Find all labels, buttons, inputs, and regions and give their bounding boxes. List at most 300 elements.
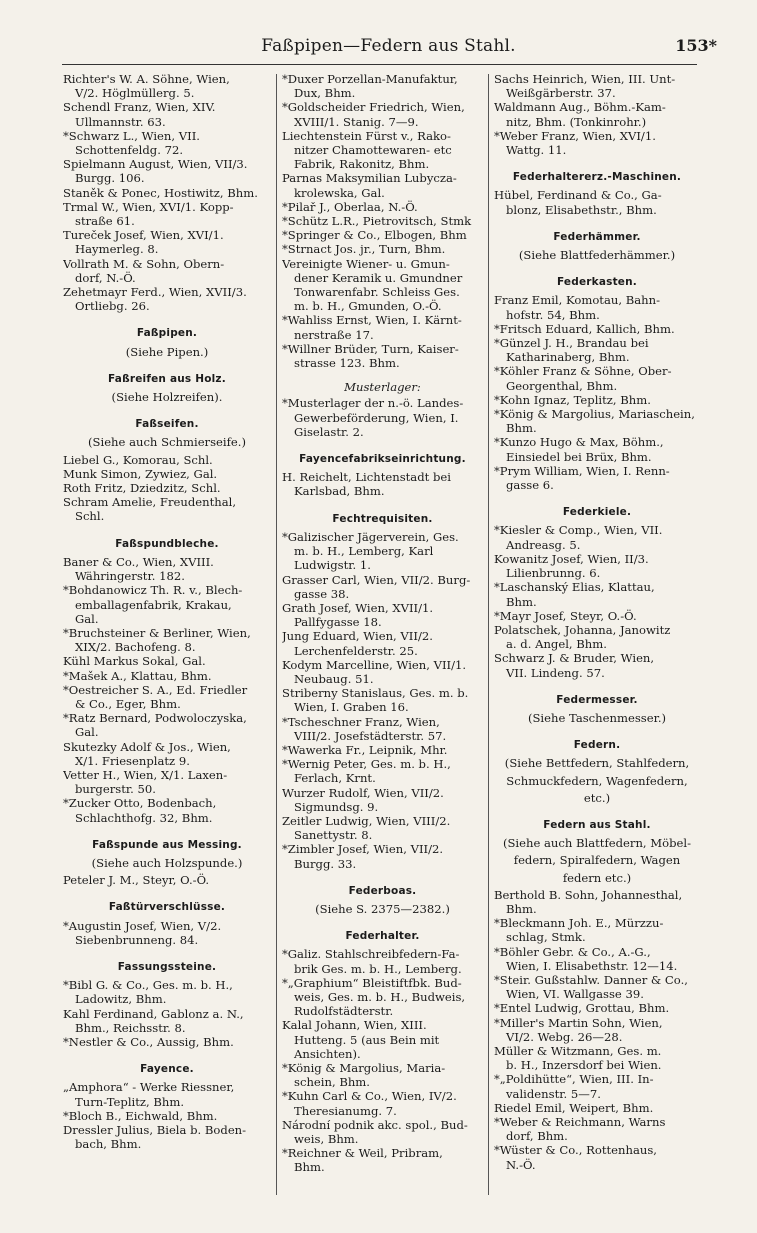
entry-line: bach, Bhm. (75, 1137, 142, 1152)
entry-line: Hübel, Ferdinand & Co., Ga- (494, 188, 662, 203)
directory-entry (63, 669, 271, 683)
column-divider (488, 74, 489, 1195)
directory-entry (282, 658, 483, 686)
entry-line: dener Keramik u. Gmundner (294, 270, 463, 285)
entry-line: Gal. (75, 611, 99, 626)
entry-line: Národní podnik akc. spol., Bud- (282, 1117, 468, 1132)
section-heading: Federhaltererz.-Maschinen. (512, 171, 682, 184)
entry-line: *Tscheschner Franz, Wien, (282, 714, 440, 729)
entry-line: N.-Ö. (506, 1157, 536, 1172)
entry-line: *Böhler Gebr. & Co., A.-G., (494, 944, 651, 959)
entry-line: *Reichner & Weil, Pribram, (282, 1146, 443, 1161)
entry-line: *Köhler Franz & Söhne, Ober- (494, 364, 672, 379)
entry-line: strasse 123. Bhm. (294, 356, 400, 371)
directory-entry (282, 171, 483, 199)
entry-line: Lerchenfelderstr. 25. (294, 643, 418, 658)
page-title: Faßpipen—Federn aus Stahl. (261, 36, 516, 56)
entry-line: Schottenfeldg. 72. (75, 143, 184, 158)
directory-entry (494, 129, 700, 157)
directory-entry (63, 100, 271, 128)
entry-line: Schram Amelie, Freudenthal, (63, 495, 237, 510)
cross-reference: (Siehe auch Blattfedern, Möbel- (502, 836, 692, 851)
entry-line: dorf, Bhm. (506, 1129, 568, 1144)
entry-line: *Bruchsteiner & Berliner, Wien, (63, 625, 251, 640)
directory-entry (494, 1001, 700, 1015)
entry-line: weis, Ges. m. b. H., Budweis, (294, 989, 466, 1004)
entry-line: Schl. (75, 509, 105, 524)
directory-entry (282, 470, 483, 498)
directory-entry (63, 919, 271, 947)
directory-entry (494, 393, 700, 407)
directory-entry (282, 1118, 483, 1146)
entry-line: Bhm. (506, 421, 537, 436)
directory-entry (282, 814, 483, 842)
directory-entry (282, 757, 483, 785)
directory-entry (282, 743, 483, 757)
entry-line: Gewerbeförderung, Wien, I. (294, 410, 459, 425)
entry-line: *Oestreicher S. A., Ed. Friedler (63, 682, 248, 697)
subsection-heading: Musterlager: (344, 380, 421, 395)
entry-line: Dux, Bhm. (294, 86, 356, 101)
directory-entry (494, 552, 700, 580)
entry-line: XVIII/1. Stanig. 7—9. (294, 114, 419, 129)
entry-line: Gal. (75, 725, 99, 740)
directory-entry (63, 1007, 271, 1035)
entry-line: Weißgärberstr. 37. (506, 86, 616, 101)
directory-entry (494, 100, 700, 128)
entry-line: *Wawerka Fr., Leipnik, Mhr. (282, 742, 448, 757)
entry-line: Sachs Heinrich, Wien, III. Unt- (494, 72, 676, 86)
directory-entry (494, 888, 700, 916)
cross-reference: (Siehe S. 2375—2382.) (315, 901, 450, 916)
directory-entry (494, 1072, 700, 1100)
entry-line: Tonwarenfabr. Schleiss Ges. (294, 285, 460, 300)
entry-line: Turn-Teplitz, Bhm. (75, 1094, 185, 1109)
directory-entry (282, 715, 483, 743)
entry-line: emballagenfabrik, Krakau, (75, 597, 232, 612)
entry-line: Karlsbad, Bhm. (294, 484, 385, 499)
entry-line: Burgg. 33. (294, 856, 357, 871)
entry-line: gasse 38. (294, 586, 350, 601)
entry-line: Kowanitz Josef, Wien, II/3. (494, 551, 649, 566)
section-heading: Faßtürverschlüsse. (108, 901, 226, 914)
directory-entry (282, 786, 483, 814)
entry-line: *Miller's Martin Sohn, Wien, (494, 1015, 663, 1030)
entry-line: Sigmundsg. 9. (294, 799, 379, 814)
directory-entry (63, 200, 271, 228)
entry-line: Siebenbrunneng. 84. (75, 932, 199, 947)
entry-line: hofstr. 54, Bhm. (506, 307, 600, 322)
entry-line: Liechtenstein Fürst v., Rako- (282, 128, 451, 143)
directory-entry (63, 978, 271, 1006)
entry-line: gasse 6. (506, 478, 554, 493)
directory-entry (494, 322, 700, 336)
entry-line: Trmal W., Wien, XVI/1. Kopp- (63, 199, 234, 214)
entry-line: nitzer Chamottewaren- etc (294, 143, 452, 158)
section-heading: Fayencefabrikseinrichtung. (299, 453, 466, 466)
entry-line: *Schütz L.R., Pietrovitsch, Stmk (282, 214, 472, 229)
cross-reference: (Siehe Bettfedern, Stahlfedern, (504, 756, 690, 771)
entry-line: Wien, I. Elisabethstr. 12—14. (506, 958, 678, 973)
entry-line: VII. Lindeng. 57. (506, 665, 605, 680)
directory-entry (282, 947, 483, 975)
directory-entry (494, 1143, 700, 1171)
entry-line: Peteler J. M., Steyr, O.-Ö. (63, 873, 210, 888)
directory-entry (494, 1115, 700, 1143)
entry-line: Sanettystr. 8. (294, 828, 373, 843)
directory-entry (63, 228, 271, 256)
entry-line: H. Reichelt, Lichtenstadt bei (282, 470, 451, 485)
directory-entry (63, 768, 271, 796)
directory-entry (494, 609, 700, 623)
directory-entry (494, 1101, 700, 1115)
page-number: 153* (675, 36, 717, 55)
entry-line: *Kiesler & Comp., Wien, VII. (494, 523, 663, 538)
cross-reference: Schmuckfedern, Wagenfedern, (506, 773, 688, 788)
cross-reference: (Siehe Blattfederhämmer.) (518, 248, 676, 263)
entry-line: Hutteng. 5 (aus Bein mit (294, 1032, 440, 1047)
entry-line: *Fritsch Eduard, Kallich, Bhm. (494, 321, 675, 336)
entry-line: Schwarz J. & Bruder, Wien, (494, 651, 655, 666)
entry-line: Lilienbrunng. 6. (506, 566, 601, 581)
directory-entry (63, 654, 271, 668)
section-heading: Federhämmer. (553, 230, 641, 243)
entry-line: V/2. Höglmüllerg. 5. (75, 86, 195, 101)
entry-line: *Duxer Porzellan-Manufaktur, (282, 72, 458, 86)
entry-line: *Galizischer Jägerverein, Ges. (282, 529, 459, 544)
cross-reference: (Siehe Taschenmesser.) (527, 710, 667, 725)
entry-line: *Galiz. Stahlschreibfedern-Fa- (282, 947, 460, 962)
directory-entry (282, 72, 483, 100)
entry-line: Einsiedel bei Brüx, Bhm. (506, 449, 652, 464)
entry-line: *Nestler & Co., Aussig, Bhm. (63, 1034, 234, 1049)
entry-line: Wurzer Rudolf, Wien, VII/2. (282, 785, 444, 800)
entry-line: *Augustin Josef, Wien, V/2. (63, 918, 222, 933)
directory-entry (282, 100, 483, 128)
directory-entry (63, 1109, 271, 1123)
entry-line: *Weber & Reichmann, Warns (494, 1115, 666, 1129)
directory-entry (63, 129, 271, 157)
entry-line: m. b. H., Lemberg, Karl (294, 544, 434, 559)
entry-line: Polatschek, Johanna, Janowitz (494, 622, 671, 637)
entry-line: Bhm. (294, 1160, 325, 1175)
entry-line: Dressler Julius, Biela b. Boden- (63, 1123, 247, 1137)
section-heading: Faßreifen aus Holz. (108, 372, 226, 385)
directory-entry (282, 629, 483, 657)
section-heading: Faßspunde aus Messing. (92, 838, 242, 851)
directory-entry (282, 1018, 483, 1061)
directory-entry (494, 293, 700, 321)
entry-line: Grath Josef, Wien, XVII/1. (282, 600, 434, 615)
entry-line: *König & Margolius, Mariaschein, (494, 407, 695, 422)
directory-entry (63, 740, 271, 768)
entry-line: Roth Fritz, Dziedzitz, Schl. (63, 481, 221, 496)
entry-line: *Weber Franz, Wien, XVI/1. (494, 128, 656, 143)
header-rule (62, 64, 697, 65)
entry-line: schein, Bhm. (294, 1075, 370, 1090)
section-heading: Federn aus Stahl. (543, 818, 651, 831)
entry-line: Ferlach, Krnt. (294, 771, 376, 786)
cross-reference: (Siehe Pipen.) (125, 344, 209, 359)
directory-entry (63, 285, 271, 313)
entry-line: Striberny Stanislaus, Ges. m. b. (282, 686, 469, 701)
directory-entry (282, 601, 483, 629)
directory-entry (63, 72, 271, 100)
entry-line: nitz, Bhm. (Tonkinrohr.) (506, 114, 647, 129)
directory-entry (494, 72, 700, 100)
directory-entry (63, 796, 271, 824)
directory-entry (63, 711, 271, 739)
entry-line: Ansichten). (294, 1046, 361, 1061)
entry-line: Tureček Josef, Wien, XVI/1. (63, 228, 224, 243)
entry-line: Franz Emil, Komotau, Bahn- (494, 293, 660, 308)
directory-entry (63, 257, 271, 285)
entry-line: Bhm., Reichsstr. 8. (75, 1020, 186, 1035)
directory-entry (282, 530, 483, 573)
directory-entry (282, 214, 483, 228)
entry-line: Kahl Ferdinand, Gablonz a. N., (63, 1006, 244, 1021)
entry-line: Bhm. (506, 901, 537, 916)
entry-line: Ullmannstr. 63. (75, 114, 166, 129)
directory-entry (282, 1146, 483, 1174)
directory-entry (63, 626, 271, 654)
section-heading: Faßpipen. (136, 327, 198, 340)
entry-line: „Amphora“ - Werke Riessner, (63, 1080, 235, 1095)
entry-line: nerstraße 17. (294, 327, 374, 342)
entry-line: Waldmann Aug., Böhm.-Kam- (494, 100, 666, 115)
directory-entry (282, 573, 483, 601)
directory-entry (63, 453, 271, 467)
entry-line: *Wüster & Co., Rottenhaus, (494, 1143, 657, 1158)
entry-line: Rudolfstädterstr. (294, 1004, 394, 1019)
directory-entry (494, 945, 700, 973)
entry-line: Kühl Markus Sokal, Gal. (63, 654, 206, 669)
entry-line: validenstr. 5—7. (506, 1086, 601, 1101)
directory-entry (63, 1080, 271, 1108)
section-heading: Federhalter. (345, 930, 420, 943)
page-header (60, 36, 717, 60)
entry-line: *Laschanský Elias, Klattau, (494, 580, 655, 595)
entry-line: VI/2. Webg. 26—28. (506, 1029, 623, 1044)
directory-entry (282, 257, 483, 314)
entry-line: Kalal Johann, Wien, XIII. (282, 1018, 427, 1033)
section-heading: Fechtrequisiten. (332, 512, 433, 525)
directory-entry (282, 200, 483, 214)
directory-entry (63, 1123, 271, 1151)
entry-line: *Ratz Bernard, Podwoloczyska, (63, 711, 247, 726)
entry-line: b. H., Inzersdorf bei Wien. (506, 1058, 662, 1073)
entry-line: *Kuhn Carl & Co., Wien, IV/2. (282, 1089, 457, 1104)
entry-line: *Zucker Otto, Bodenbach, (63, 796, 217, 811)
directory-entry (494, 973, 700, 1001)
entry-line: Staněk & Ponec, Hostiwitz, Bhm. (63, 185, 258, 200)
directory-entry (282, 313, 483, 341)
entry-line: weis, Bhm. (294, 1132, 359, 1147)
directory-entry (282, 842, 483, 870)
entry-line: *Günzel J. H., Brandau bei (494, 336, 649, 351)
entry-line: burgerstr. 50. (75, 782, 156, 797)
directory-entry (494, 435, 700, 463)
entry-line: Pallfygasse 18. (294, 615, 382, 630)
section-heading: Fayence. (140, 1063, 194, 1076)
cross-reference: (Siehe auch Holzspunde.) (91, 855, 243, 870)
column-middle (282, 72, 483, 1203)
entry-line: Neubaug. 51. (294, 671, 374, 686)
entry-line: *Steir. Gußstahlw. Danner & Co., (494, 972, 688, 987)
section-heading: Fassungssteine. (117, 960, 217, 973)
entry-line: Skutezky Adolf & Jos., Wien, (63, 739, 231, 754)
directory-entry (494, 188, 700, 216)
entry-line: Haymerleg. 8. (75, 242, 159, 257)
directory-entry (63, 583, 271, 626)
entry-line: krolewska, Gal. (294, 185, 385, 200)
directory-entry (494, 364, 700, 392)
directory-entry (282, 129, 483, 172)
section-heading: Faßseifen. (135, 418, 199, 431)
entry-line: Schlachthofg. 32, Bhm. (75, 810, 213, 825)
cross-reference: (Siehe Holzreifen). (111, 390, 223, 405)
section-heading: Federkiele. (562, 506, 632, 519)
entry-line: a. d. Angel, Bhm. (506, 637, 607, 652)
directory-entry (282, 228, 483, 242)
entry-line: *Zimbler Josef, Wien, VII/2. (282, 842, 444, 857)
entry-line: Vereinigte Wiener- u. Gmun- (282, 256, 450, 271)
entry-line: Währingerstr. 182. (75, 569, 185, 584)
entry-line: X/1. Friesenplatz 9. (75, 753, 190, 768)
entry-line: Burgg. 106. (75, 171, 145, 186)
directory-entry (494, 623, 700, 651)
entry-line: Schendl Franz, Wien, XIV. (63, 100, 216, 115)
entry-line: blonz, Elisabethstr., Bhm. (506, 202, 657, 217)
entry-line: Richter's W. A. Söhne, Wien, (63, 72, 230, 86)
entry-line: *Schwarz L., Wien, VII. (63, 128, 200, 143)
directory-entry (494, 1016, 700, 1044)
directory-entry (494, 407, 700, 435)
entry-line: *Musterlager der n.-ö. Landes- (282, 396, 464, 411)
directory-entry (494, 580, 700, 608)
directory-entry (494, 523, 700, 551)
directory-entry (63, 873, 271, 887)
cross-reference: (Siehe auch Schmierseife.) (88, 435, 246, 450)
entry-line: Grasser Carl, Wien, VII/2. Burg- (282, 572, 471, 587)
section-heading: Federboas. (348, 884, 417, 897)
entry-line: brik Ges. m. b. H., Lemberg. (294, 961, 462, 976)
entry-line: Spielmann August, Wien, VII/3. (63, 157, 248, 172)
entry-line: Giselastr. 2. (294, 424, 364, 439)
directory-entry (63, 157, 271, 185)
section-heading: Federmesser. (556, 693, 638, 706)
directory-entry (63, 555, 271, 583)
entry-line: *König & Margolius, Maria- (282, 1061, 446, 1075)
entry-line: *Willner Brüder, Turn, Kaiser- (282, 341, 459, 356)
entry-line: Wattg. 11. (506, 143, 567, 158)
entry-line: VIII/2. Josefstädterstr. 57. (294, 728, 447, 743)
directory-entry (63, 683, 271, 711)
entry-line: Ludwigstr. 1. (294, 558, 371, 573)
column-right (494, 72, 700, 1203)
directory-entry (282, 686, 483, 714)
entry-line: *Bleckmann Joh. E., Mürzzu- (494, 916, 664, 931)
entry-line: Fabrik, Rakonitz, Bhm. (294, 157, 430, 172)
entry-line: *Mayr Josef, Steyr, O.-Ö. (494, 608, 637, 623)
entry-line: Wien, VI. Wallgasse 39. (506, 987, 644, 1002)
entry-line: Katharinaberg, Bhm. (506, 350, 630, 365)
entry-line: *Bohdanowicz Th. R. v., Blech- (63, 583, 243, 598)
entry-line: Vollrath M. & Sohn, Obern- (63, 256, 225, 271)
entry-line: Zeitler Ludwig, Wien, VIII/2. (282, 813, 451, 828)
entry-line: Ladowitz, Bhm. (75, 992, 167, 1007)
directory-entry (63, 1035, 271, 1049)
entry-line: dorf, N.-Ö. (75, 270, 136, 285)
entry-line: Andreasg. 5. (506, 537, 581, 552)
directory-entry (494, 336, 700, 364)
entry-line: Vetter H., Wien, X/1. Laxen- (63, 767, 228, 782)
entry-line: Parnas Maksymilian Lubycza- (282, 171, 457, 186)
directory-entry (282, 242, 483, 256)
entry-line: *Wahliss Ernst, Wien, I. Kärnt- (282, 313, 462, 328)
entry-line: *Pilař J., Oberlaa, N.-Ö. (282, 199, 418, 214)
entry-line: Wien, I. Graben 16. (294, 700, 409, 715)
entry-line: Riedel Emil, Weipert, Bhm. (494, 1100, 654, 1115)
entry-line: *Mašek A., Klattau, Bhm. (63, 668, 212, 683)
directory-entry (63, 495, 271, 523)
entry-line: m. b. H., Gmunden, O.-Ö. (294, 299, 442, 314)
directory-entry (282, 396, 483, 439)
section-heading: Federn. (573, 739, 621, 752)
entry-line: *Bibl G. & Co., Ges. m. b. H., (63, 978, 233, 993)
entry-line: *Kunzo Hugo & Max, Böhm., (494, 435, 664, 450)
entry-line: *„Graphium“ Bleistiftfbk. Bud- (282, 975, 462, 990)
entry-line: Theresianumg. 7. (294, 1103, 397, 1118)
directory-entry (282, 342, 483, 370)
column-left (63, 72, 271, 1203)
entry-line: *Entel Ludwig, Grottau, Bhm. (494, 1001, 670, 1016)
cross-reference: etc.) (583, 790, 611, 805)
cross-reference: federn etc.) (562, 870, 632, 885)
entry-line: XIX/2. Bachofeng. 8. (75, 640, 196, 655)
entry-line: & Co., Eger, Bhm. (75, 696, 181, 711)
entry-line: *„Poldihütte“, Wien, III. In- (494, 1072, 654, 1087)
column-divider (276, 74, 277, 1195)
cross-reference: federn, Spiralfedern, Wagen (513, 853, 681, 868)
entry-line: Ortliebg. 26. (75, 299, 150, 314)
entry-line: Berthold B. Sohn, Johannesthal, (494, 887, 683, 902)
entry-line: straße 61. (75, 214, 135, 229)
section-heading: Federkasten. (556, 276, 637, 289)
entry-line: Kodym Marcelline, Wien, VII/1. (282, 657, 467, 672)
entry-line: Jung Eduard, Wien, VII/2. (282, 629, 433, 644)
section-heading: Faßspundbleche. (115, 537, 219, 550)
entry-line: Zehetmayr Ferd., Wien, XVII/3. (63, 285, 247, 300)
entry-line: *Kohn Ignaz, Teplitz, Bhm. (494, 392, 651, 407)
directory-entry (494, 1044, 700, 1072)
entry-line: *Goldscheider Friedrich, Wien, (282, 100, 465, 115)
directory-entry (282, 1061, 483, 1089)
entry-line: Liebel G., Komorau, Schl. (63, 452, 213, 467)
directory-entry (282, 1089, 483, 1117)
entry-line: *Strnact Jos. jr., Turn, Bhm. (282, 242, 446, 257)
directory-entry (494, 916, 700, 944)
entry-line: Georgenthal, Bhm. (506, 378, 618, 393)
entry-line: Bhm. (506, 594, 537, 609)
entry-line: Baner & Co., Wien, XVIII. (63, 554, 214, 569)
entry-line: *Springer & Co., Elbogen, Bhm (282, 228, 467, 243)
entry-line: Müller & Witzmann, Ges. m. (494, 1043, 662, 1058)
directory-entry (63, 481, 271, 495)
entry-line: *Prym William, Wien, I. Renn- (494, 463, 670, 478)
entry-line: Munk Simon, Zywiez, Gal. (63, 466, 218, 481)
entry-line: *Wernig Peter, Ges. m. b. H., (282, 757, 451, 772)
